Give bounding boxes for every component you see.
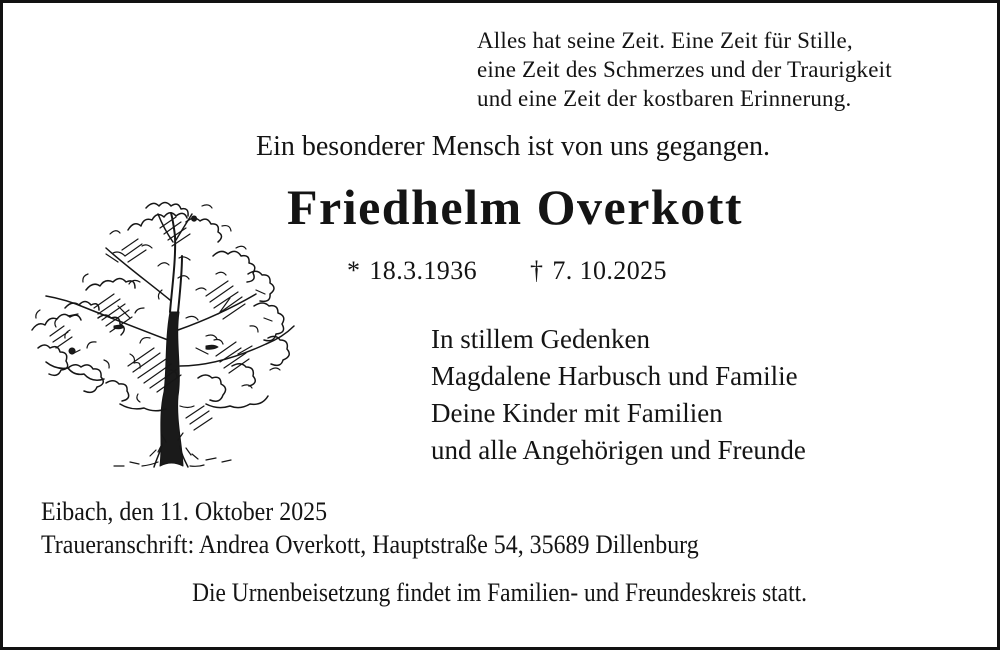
epigraph-line-1: Alles hat seine Zeit. Eine Zeit für Stille,	[477, 28, 853, 53]
mourners-line-4: und alle Angehörigen und Freunde	[431, 435, 806, 465]
address-text: Traueranschrift: Andrea Overkott, Hauptstraße 54, 35689 Dillenburg	[41, 530, 699, 559]
address-line	[41, 530, 756, 560]
place-date-text: Eibach, den 11. Oktober 2025	[41, 497, 328, 526]
funeral-note-text: Die Urnenbeisetzung findet im Familien- und Freundeskreis statt.	[192, 578, 808, 607]
tree-sketch-illustration	[10, 190, 310, 475]
epigraph-line-3: und eine Zeit der kostbaren Erinnerung.	[477, 86, 852, 111]
mourners-block	[431, 321, 806, 469]
mourners-line-1: In stillem Gedenken	[431, 324, 650, 354]
birth-date-value: 18.3.1936	[369, 256, 478, 285]
born-asterisk-icon: *	[347, 256, 361, 285]
dagger-cross-icon: †	[530, 256, 544, 285]
epigraph	[477, 26, 892, 113]
birth-date	[347, 256, 477, 286]
intro-line: Ein besonderer Mensch ist von uns gegangen.	[256, 131, 770, 162]
death-date	[530, 256, 667, 286]
mourners-line-2: Magdalene Harbusch und Familie	[431, 361, 798, 391]
mourners-line-3: Deine Kinder mit Familien	[431, 398, 723, 428]
place-date-line	[41, 497, 352, 527]
epigraph-line-2: eine Zeit des Schmerzes und der Traurigkeit	[477, 57, 892, 82]
funeral-note-line	[0, 578, 1000, 608]
deceased-name: Friedhelm Overkott	[286, 179, 744, 235]
death-date-value: 7. 10.2025	[552, 256, 667, 285]
